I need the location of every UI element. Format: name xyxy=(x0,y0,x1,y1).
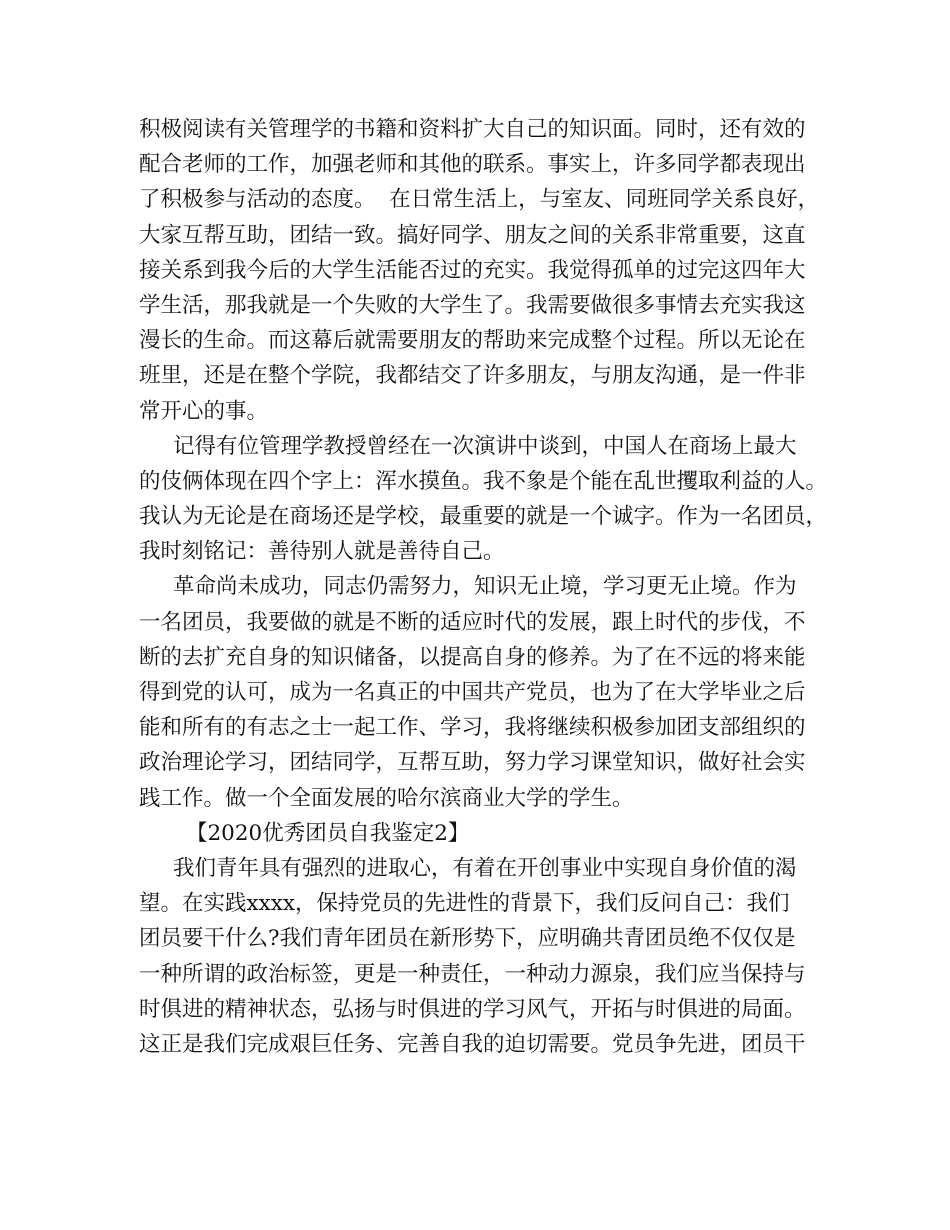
document-body xyxy=(139,112,828,1062)
text-line: 一种所谓的政治标签，更是一种责任，一种动力源泉，我们应当保持与 xyxy=(139,961,806,987)
text-line: 践工作。做一个全面发展的哈尔滨商业大学的学生。 xyxy=(139,785,634,811)
text-line: 漫长的生命。而这幕后就需要朋友的帮助来完成整个过程。所以无论在 xyxy=(139,328,806,354)
paragraph-start-line: 革命尚未成功，同志仍需努力，知识无止境，学习更无止境。作为 xyxy=(173,574,797,600)
paragraph-start-line: 记得有位管理学教授曾经在一次演讲中谈到，中国人在商场上最大 xyxy=(173,433,797,459)
text-line: 班里，还是在整个学院，我都结交了许多朋友，与朋友沟通，是一件非 xyxy=(139,363,806,389)
text-line: 常开心的事。 xyxy=(139,398,269,424)
text-line: 我时刻铭记：善待别人就是善待自己。 xyxy=(139,539,505,565)
text-line: 我认为无论是在商场还是学校，最重要的就是一个诚字。作为一名团员， xyxy=(139,504,828,530)
text-line: 接关系到我今后的大学生活能否过的充实。我觉得孤单的过完这四年大 xyxy=(139,257,806,283)
paragraph-start-line: 我们青年具有强烈的进取心，有着在开创事业中实现自身价值的渴 xyxy=(173,855,797,881)
text-line: 积极阅读有关管理学的书籍和资料扩大自己的知识面。同时，还有效的 xyxy=(139,117,806,142)
text-line: 时俱进的精神状态，弘扬与时俱进的学习风气，开拓与时俱进的局面。 xyxy=(139,996,806,1022)
text-line: 望。在实践xxxx，保持党员的先进性的背景下，我们反问自己：我们 xyxy=(139,891,790,917)
text-line: 得到党的认可，成为一名真正的中国共产党员，也为了在大学毕业之后 xyxy=(139,680,806,705)
text-line: 能和所有的有志之士一起工作、学习，我将继续积极参加团支部组织的 xyxy=(139,715,806,741)
text-line: 的伎俩体现在四个字上：浑水摸鱼。我不象是个能在乱世攫取利益的人。 xyxy=(139,468,828,494)
text-line: 了积极参与活动的态度。 在日常生活上，与室友、同班同学关系良好， xyxy=(139,187,820,213)
text-line: 学生活，那我就是一个失败的大学生了。我需要做很多事情去充实我这 xyxy=(139,292,806,318)
text-line: 这正是我们完成艰巨任务、完善自我的迫切需要。党员争先进，团员干 xyxy=(139,1031,806,1057)
text-line: 政治理论学习，团结同学，互帮互助，努力学习课堂知识，做好社会实 xyxy=(139,750,806,776)
text-line: 大家互帮互助，团结一致。搞好同学、朋友之间的关系非常重要，这直 xyxy=(139,222,806,248)
text-line: 一名团员，我要做的就是不断的适应时代的发展，跟上时代的步伐，不 xyxy=(139,609,806,635)
text-line: 配合老师的工作，加强老师和其他的联系。事实上，许多同学都表现出 xyxy=(139,152,806,178)
text-line: 团员要干什么?我们青年团员在新形势下，应明确共青团员绝不仅仅是 xyxy=(139,926,796,952)
section-heading: 【2020优秀团员自我鉴定2】 xyxy=(186,820,470,846)
text-line: 断的去扩充自身的知识储备，以提高自身的修养。为了在不远的将来能 xyxy=(139,644,806,670)
